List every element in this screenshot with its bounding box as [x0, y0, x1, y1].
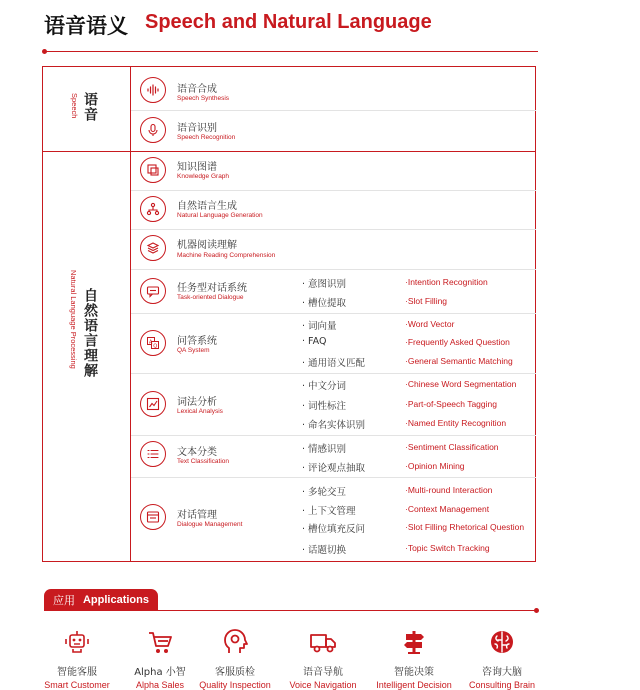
app-label-en: Consulting Brain [468, 680, 536, 690]
sub-item-en: ·Sentiment Classification [405, 442, 499, 452]
item-label-zh: 对话管理 [177, 510, 217, 521]
item-label-zh: 任务型对话系统 [177, 283, 247, 294]
page-title-en: Speech and Natural Language [145, 11, 432, 33]
app-label-en: Alpha Sales [135, 680, 185, 690]
brain-icon [488, 628, 516, 656]
sub-item-en: ·Word Vector [405, 319, 455, 329]
app-label-en: Intelligent Decision [376, 680, 452, 690]
sub-item-en: ·Chinese Word Segmentation [405, 379, 517, 389]
microphone-icon [140, 117, 166, 143]
app-label-en: Voice Navigation [289, 680, 357, 690]
sound-wave-icon [140, 77, 166, 103]
row-divider [131, 435, 536, 436]
layers-icon [140, 235, 166, 261]
item-label-en: Machine Reading Comprehension [177, 252, 276, 259]
app-label-en: Quality Inspection [199, 680, 271, 690]
category-speech-zh: 语音 [82, 92, 98, 122]
sub-item-en: ·Opinion Mining [405, 461, 465, 471]
sub-item-en: ·Intention Recognition [405, 277, 488, 287]
sub-item-zh: · 情感识别 [302, 444, 347, 455]
item-label-zh: 问答系统 [177, 336, 217, 347]
dialogue-window-icon [140, 504, 166, 530]
page-title-zh: 语音语义 [44, 14, 128, 38]
item-label-en: Lexical Analysis [177, 408, 223, 415]
list-icon [140, 441, 166, 467]
analysis-icon [140, 391, 166, 417]
row-divider [131, 110, 536, 111]
header-rule [44, 51, 538, 52]
sub-item-en: ·Part-of-Speech Tagging [405, 399, 497, 409]
row-divider [131, 269, 536, 270]
category-nlp-en: Natural Language Processing [69, 270, 78, 369]
item-label-en: Speech Synthesis [177, 95, 230, 102]
signpost-icon [400, 628, 428, 656]
sub-item-en: ·Topic Switch Tracking [405, 543, 490, 553]
sub-item-en: ·Multi-round Interaction [405, 485, 493, 495]
category-speech-en: Speech [70, 93, 79, 119]
sub-item-zh: · 话题切换 [302, 545, 347, 556]
row-divider [131, 190, 536, 191]
app-label-zh: Alpha 小智 [134, 667, 186, 678]
head-brain-icon [221, 628, 249, 656]
sub-item-en: ·Frequently Asked Question [405, 337, 510, 347]
category-nlp-zh: 自然语言理解 [82, 288, 98, 378]
network-icon [140, 196, 166, 222]
item-label-en: QA System [177, 347, 210, 354]
item-label-en: Task-oriented Dialogue [177, 294, 244, 301]
sub-item-zh: · 槽位提取 [302, 298, 347, 309]
applications-rule [44, 610, 537, 611]
sub-item-zh: · 命名实体识别 [302, 420, 366, 431]
robot-icon [63, 628, 91, 656]
item-label-zh: 语音合成 [177, 84, 217, 95]
sub-item-en: ·Slot Filling [405, 296, 448, 306]
item-label-en: Dialogue Management [177, 521, 243, 528]
app-label-zh: 智能决策 [394, 667, 434, 678]
app-label-zh: 语音导航 [303, 667, 343, 678]
app-voice-navigation [278, 628, 368, 690]
svg-text:Q: Q [153, 343, 158, 350]
sub-item-zh: · 上下文管理 [302, 506, 356, 517]
sub-item-zh: · FAQ [302, 336, 327, 347]
item-label-en: Natural Language Generation [177, 212, 263, 219]
truck-icon [309, 628, 337, 656]
header-rule-dot [42, 49, 47, 54]
app-smart-customer [32, 628, 122, 690]
app-quality-inspection [190, 628, 280, 690]
sub-item-zh: · 评论观点抽取 [302, 463, 366, 474]
row-divider [131, 313, 536, 314]
category-separator [42, 151, 536, 152]
sub-item-zh: · 多轮交互 [302, 487, 347, 498]
sub-item-zh: · 中文分词 [302, 381, 347, 392]
app-label-zh: 智能客服 [57, 667, 97, 678]
cart-icon [146, 628, 174, 656]
item-label-en: Speech Recognition [177, 134, 236, 141]
app-consulting-brain [457, 628, 547, 690]
app-label-zh: 咨询大脑 [482, 667, 522, 678]
row-divider [131, 373, 536, 374]
item-label-zh: 机器阅读理解 [177, 240, 237, 251]
sub-item-en: ·Slot Filling Rhetorical Question [405, 522, 525, 532]
item-label-en: Knowledge Graph [177, 173, 230, 180]
applications-tab-zh: 应用 [52, 594, 75, 607]
sub-item-en: ·General Semantic Matching [405, 356, 513, 366]
item-label-zh: 知识图谱 [177, 162, 217, 173]
sub-item-zh: · 意图识别 [302, 279, 347, 290]
item-label-zh: 词法分析 [177, 397, 217, 408]
qa-icon [140, 330, 166, 356]
app-label-zh: 客服质检 [215, 667, 255, 678]
category-divider [130, 66, 131, 562]
row-divider [131, 229, 536, 230]
knowledge-graph-icon [140, 157, 166, 183]
sub-item-zh: · 词向量 [302, 321, 337, 332]
sub-item-en: ·Context Management [405, 504, 490, 514]
sub-item-zh: · 词性标注 [302, 401, 347, 412]
item-label-zh: 自然语言生成 [177, 201, 237, 212]
svg-text:A: A [149, 339, 153, 346]
item-label-zh: 文本分类 [177, 447, 217, 458]
applications-tab [44, 589, 158, 611]
sub-item-zh: · 槽位填充反问 [302, 524, 366, 535]
item-label-zh: 语音识别 [177, 123, 217, 134]
chat-icon [140, 278, 166, 304]
app-label-en: Smart Customer [44, 680, 110, 690]
item-label-en: Text Classification [177, 458, 230, 465]
sub-item-en: ·Named Entity Recognition [405, 418, 507, 428]
row-divider [131, 477, 536, 478]
applications-tab-en: Applications [82, 594, 149, 606]
applications-rule-dot [534, 608, 539, 613]
sub-item-zh: · 通用语义匹配 [302, 358, 366, 369]
app-intelligent-decision [369, 628, 459, 690]
